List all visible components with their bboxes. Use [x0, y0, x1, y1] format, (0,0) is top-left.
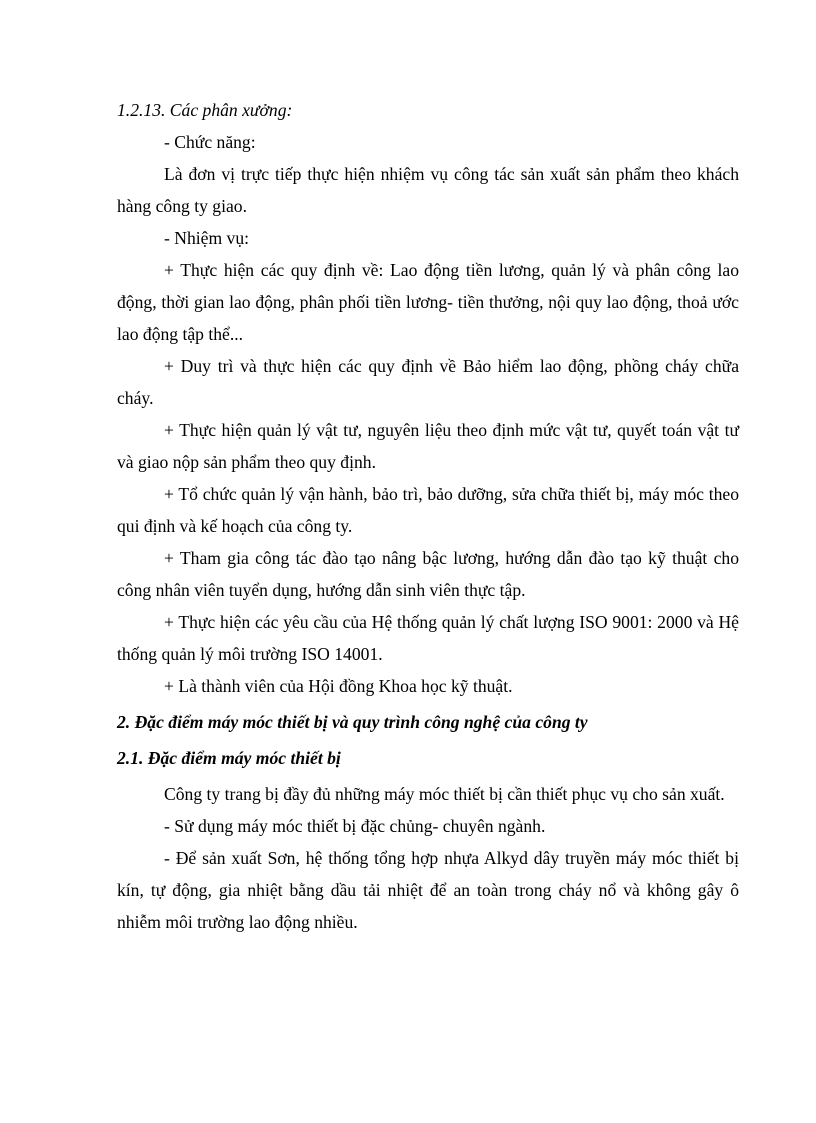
duty-item: + Duy trì và thực hiện các quy định về Bảo hiểm lao động, phồng cháy chữa cháy.	[117, 356, 739, 408]
duties-label: - Nhiệm vụ:	[164, 228, 250, 248]
duty-item: + Thực hiện các quy định về: Lao động tiền lương, quản lý và phân công lao động, thời gian lao động, phân phối tiền lương- tiền thưởng, nội quy lao động, thoả ước lao động tập thể...	[117, 260, 739, 344]
body-paragraph: - Sử dụng máy móc thiết bị đặc chủng- chuyên ngành.	[164, 816, 546, 836]
subsection-heading: 2.1. Đặc điểm máy móc thiết bị	[117, 748, 341, 768]
duty-item: + Tham gia công tác đào tạo nâng bậc lương, hướng dẫn đào tạo kỹ thuật cho công nhân viên tuyển dụng, hướng dẫn sinh viên thực tập.	[117, 548, 739, 600]
duty-item: + Thực hiện quản lý vật tư, nguyên liệu theo định mức vật tư, quyết toán vật tư và giao nộp sản phẩm theo quy định.	[117, 420, 739, 472]
section-title: 1.2.13. Các phân xưởng:	[117, 100, 293, 120]
body-paragraph: Công ty trang bị đầy đủ những máy móc thiết bị cần thiết phục vụ cho sản xuất.	[164, 784, 725, 804]
duty-item: + Là thành viên của Hội đồng Khoa học kỹ thuật.	[164, 676, 513, 696]
document-page	[117, 94, 739, 938]
duty-item: + Thực hiện các yêu cầu của Hệ thống quản lý chất lượng ISO 9001: 2000 và Hệ thống quản lý môi trường ISO 14001.	[117, 612, 739, 664]
function-paragraph: Là đơn vị trực tiếp thực hiện nhiệm vụ công tác sản xuất sản phẩm theo khách hàng công ty giao.	[117, 164, 739, 216]
chapter-heading: 2. Đặc điểm máy móc thiết bị và quy trình công nghệ của công ty	[117, 712, 588, 732]
function-label: - Chức năng:	[164, 132, 256, 152]
body-paragraph: - Để sản xuất Sơn, hệ thống tổng hợp nhựa Alkyd dây truyền máy móc thiết bị kín, tự động, gia nhiệt bằng dầu tải nhiệt để an toàn trong cháy nổ và không gây ô nhiễm môi trường lao động nhiều.	[117, 848, 739, 932]
duty-item: + Tổ chức quản lý vận hành, bảo trì, bảo dưỡng, sửa chữa thiết bị, máy móc theo qui định và kế hoạch của công ty.	[117, 484, 739, 536]
